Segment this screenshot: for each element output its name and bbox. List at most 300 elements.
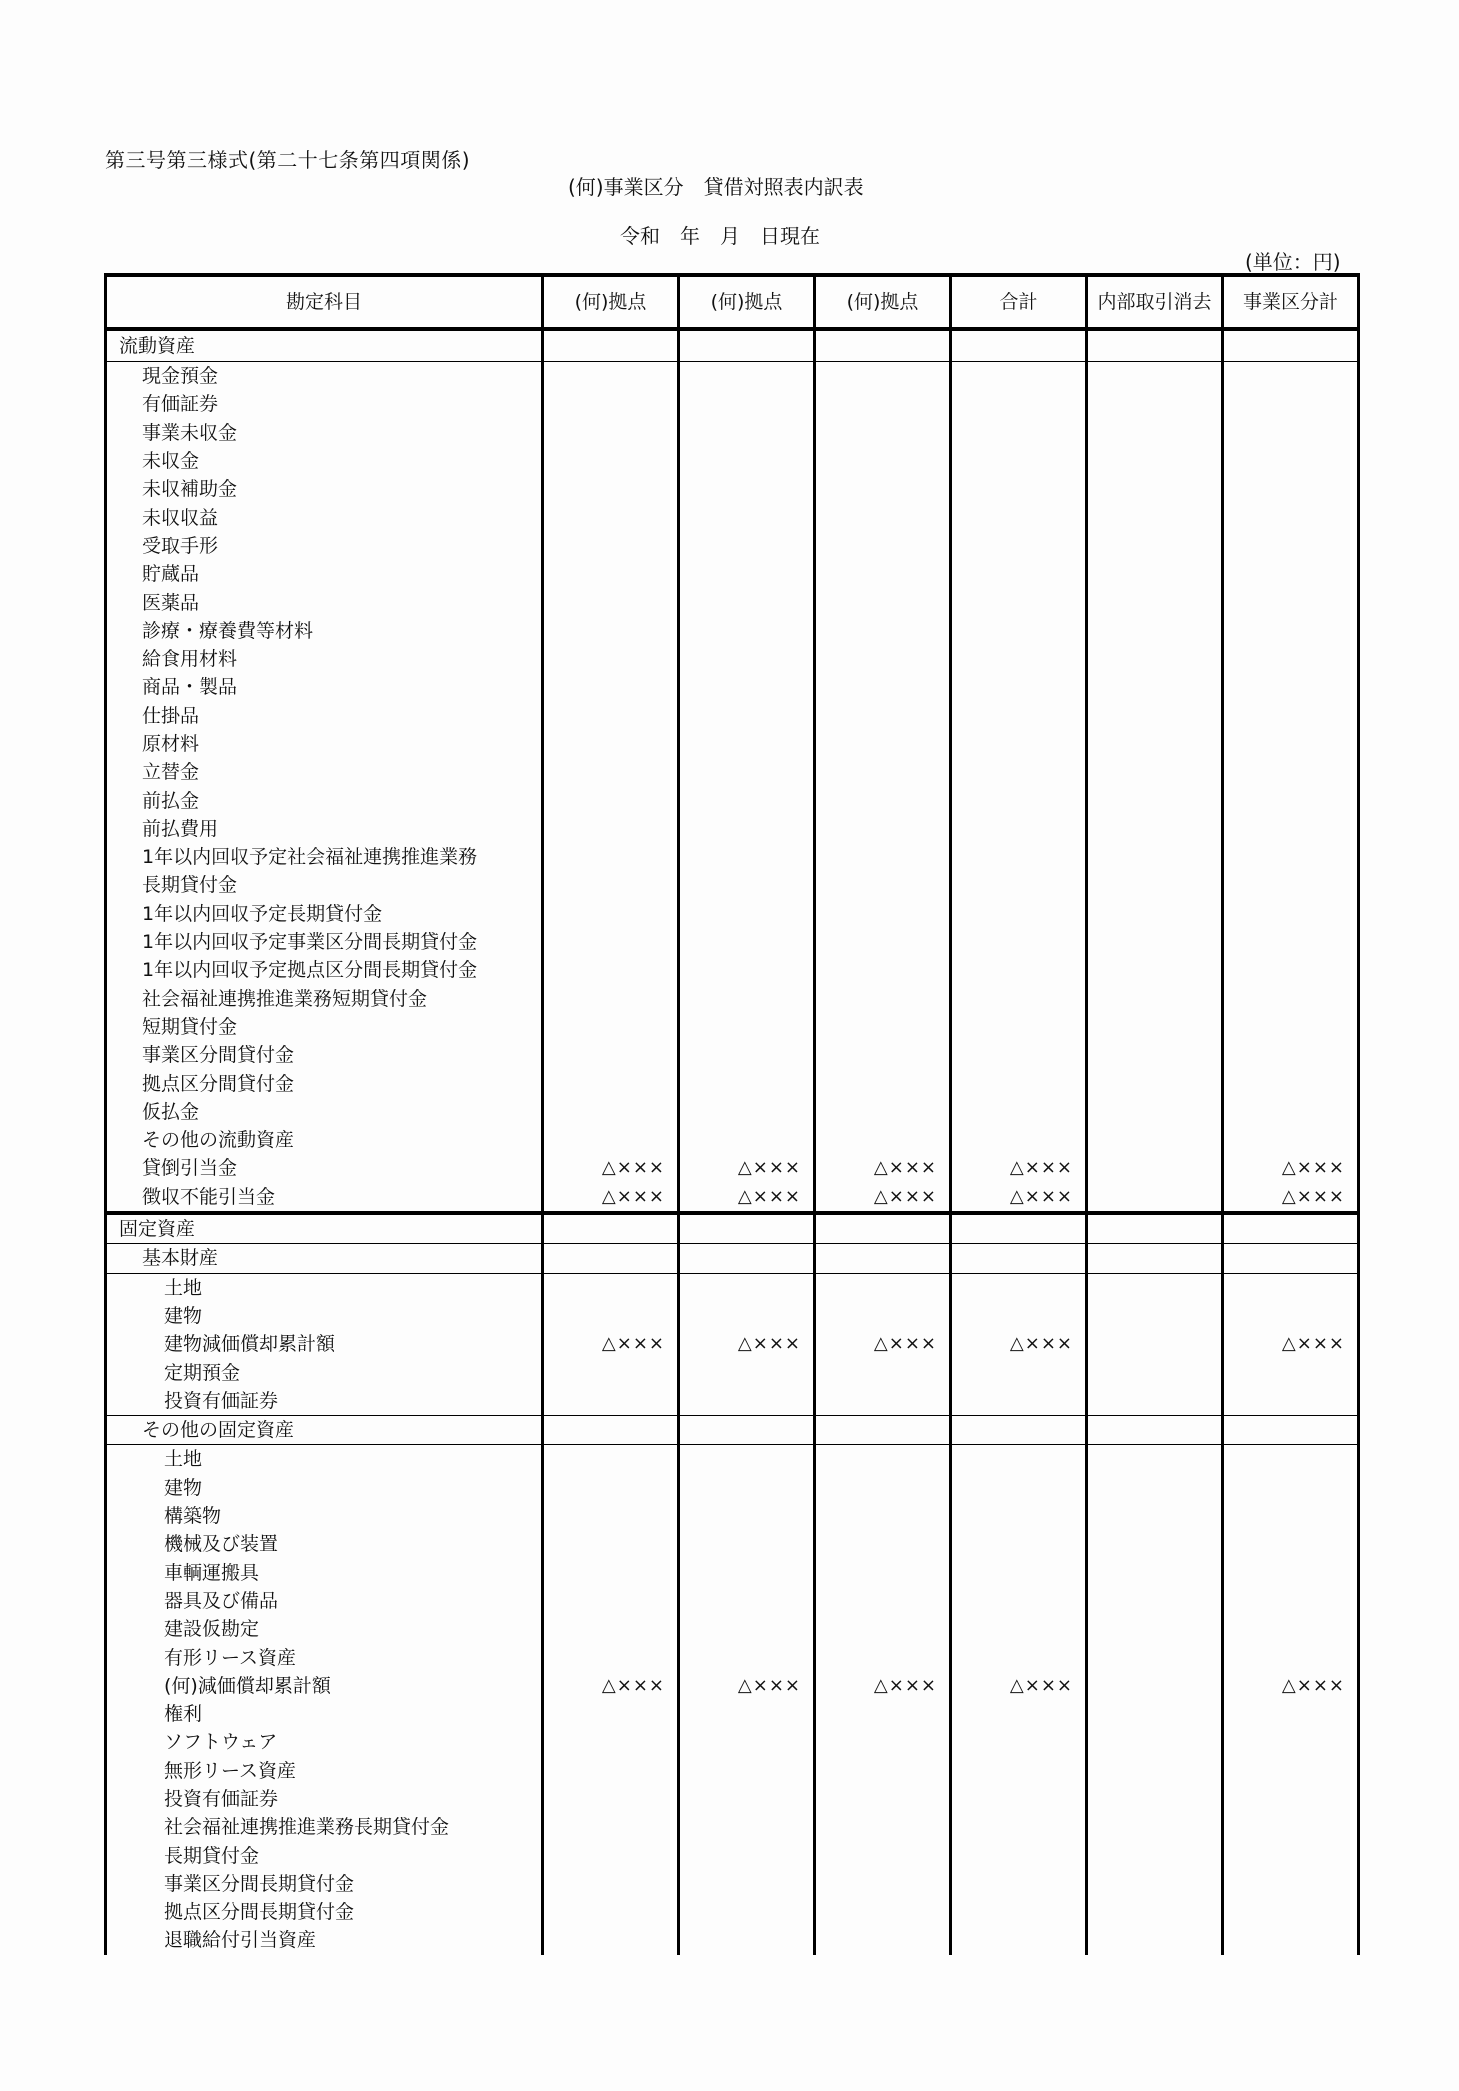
account-name: 長期貸付金: [106, 1841, 543, 1869]
amount-cell: △×××: [679, 1154, 815, 1182]
amount-cell: [1223, 1013, 1359, 1041]
account-name: 有形リース資産: [106, 1643, 543, 1671]
table-row: [106, 1069, 1359, 1097]
amount-cell: [1087, 329, 1223, 362]
amount-cell: [543, 1841, 679, 1869]
account-name: 未収金: [106, 447, 543, 475]
amount-cell: [543, 1415, 679, 1444]
table-row: [106, 1183, 1359, 1213]
amount-cell: [1223, 1926, 1359, 1954]
document-title: (何)事業区分 貸借対照表内訳表: [568, 175, 864, 199]
amount-cell: [1223, 1813, 1359, 1841]
amount-cell: [1223, 1098, 1359, 1126]
account-name: 建物: [106, 1474, 543, 1502]
table-row: [106, 1587, 1359, 1615]
amount-cell: [815, 1785, 951, 1813]
amount-cell: [951, 1558, 1087, 1586]
amount-cell: [815, 1926, 951, 1954]
amount-cell: [679, 1530, 815, 1558]
amount-cell: [543, 1244, 679, 1273]
account-name: 建物: [106, 1302, 543, 1330]
amount-cell: △×××: [543, 1183, 679, 1213]
table-row: [106, 1474, 1359, 1502]
amount-cell: [951, 475, 1087, 503]
amount-cell: [543, 1213, 679, 1244]
table-row: [106, 1926, 1359, 1954]
amount-cell: [1223, 1041, 1359, 1069]
amount-cell: [815, 1558, 951, 1586]
account-name: その他の固定資産: [106, 1415, 543, 1444]
account-name: 事業未収金: [106, 419, 543, 447]
amount-cell: [1223, 1213, 1359, 1244]
account-name: 1年以内回収予定社会福祉連携推進業務: [106, 843, 543, 871]
amount-cell: [679, 532, 815, 560]
amount-cell: [679, 1898, 815, 1926]
amount-cell: [543, 1041, 679, 1069]
amount-cell: [1087, 1926, 1223, 1954]
account-name: 投資有価証券: [106, 1387, 543, 1416]
amount-cell: [1087, 900, 1223, 928]
amount-cell: [815, 1213, 951, 1244]
amount-cell: [951, 1870, 1087, 1898]
amount-cell: [951, 1615, 1087, 1643]
amount-cell: [543, 1615, 679, 1643]
amount-cell: [1087, 645, 1223, 673]
amount-cell: △×××: [543, 1154, 679, 1182]
amount-cell: [951, 871, 1087, 899]
amount-cell: [1087, 1728, 1223, 1756]
amount-cell: [951, 1213, 1087, 1244]
account-name: 事業区分間長期貸付金: [106, 1870, 543, 1898]
table-row: [106, 419, 1359, 447]
table-row: [106, 1013, 1359, 1041]
amount-cell: [815, 673, 951, 701]
amount-cell: [951, 1926, 1087, 1954]
account-name: 1年以内回収予定長期貸付金: [106, 900, 543, 928]
amount-cell: [815, 1126, 951, 1154]
amount-cell: [1223, 1898, 1359, 1926]
amount-cell: [951, 362, 1087, 391]
amount-cell: △×××: [815, 1183, 951, 1213]
amount-cell: [679, 1041, 815, 1069]
amount-cell: [1087, 1898, 1223, 1926]
amount-cell: [543, 1358, 679, 1386]
amount-cell: [679, 1415, 815, 1444]
table-row: [106, 447, 1359, 475]
amount-cell: [679, 758, 815, 786]
amount-cell: [543, 1069, 679, 1097]
amount-cell: [1223, 815, 1359, 843]
amount-cell: [1087, 1841, 1223, 1869]
amount-cell: △×××: [1223, 1183, 1359, 1213]
amount-cell: [679, 871, 815, 899]
amount-cell: [1223, 1273, 1359, 1302]
amount-cell: △×××: [679, 1183, 815, 1213]
table-row: [106, 1643, 1359, 1671]
amount-cell: [1087, 1154, 1223, 1182]
amount-cell: [1223, 1415, 1359, 1444]
account-name: 投資有価証券: [106, 1785, 543, 1813]
amount-cell: △×××: [815, 1154, 951, 1182]
amount-cell: [679, 843, 815, 871]
amount-cell: [951, 447, 1087, 475]
amount-cell: [815, 815, 951, 843]
amount-cell: [1087, 758, 1223, 786]
amount-cell: [1087, 1502, 1223, 1530]
table-row: [106, 1330, 1359, 1358]
amount-cell: [951, 1041, 1087, 1069]
table-row: [106, 475, 1359, 503]
amount-cell: [815, 1041, 951, 1069]
account-name: 退職給付引当資産: [106, 1926, 543, 1954]
amount-cell: [679, 1244, 815, 1273]
amount-cell: [1087, 1813, 1223, 1841]
amount-cell: [543, 956, 679, 984]
amount-cell: [1223, 1870, 1359, 1898]
account-name: 社会福祉連携推進業務短期貸付金: [106, 985, 543, 1013]
amount-cell: [1087, 702, 1223, 730]
table-row: [106, 390, 1359, 418]
amount-cell: [815, 475, 951, 503]
amount-cell: [679, 1870, 815, 1898]
column-header-elimination: 内部取引消去: [1087, 275, 1223, 329]
amount-cell: [679, 617, 815, 645]
amount-cell: [1223, 1358, 1359, 1386]
amount-cell: [679, 1126, 815, 1154]
account-name: 前払費用: [106, 815, 543, 843]
amount-cell: [1223, 1502, 1359, 1530]
table-row: [106, 1841, 1359, 1869]
amount-cell: [679, 1445, 815, 1474]
account-name: 基本財産: [106, 1244, 543, 1273]
amount-cell: [815, 503, 951, 531]
account-name: 建物減価償却累計額: [106, 1330, 543, 1358]
amount-cell: [815, 532, 951, 560]
amount-cell: [1087, 532, 1223, 560]
amount-cell: [951, 560, 1087, 588]
account-name: 事業区分間貸付金: [106, 1041, 543, 1069]
amount-cell: [1223, 362, 1359, 391]
amount-cell: [1223, 1530, 1359, 1558]
table-row: [106, 1273, 1359, 1302]
amount-cell: [679, 447, 815, 475]
account-name: 社会福祉連携推進業務長期貸付金: [106, 1813, 543, 1841]
amount-cell: [679, 1841, 815, 1869]
account-name: 権利: [106, 1700, 543, 1728]
amount-cell: [679, 1069, 815, 1097]
amount-cell: [679, 1558, 815, 1586]
amount-cell: [1087, 1013, 1223, 1041]
amount-cell: [951, 390, 1087, 418]
amount-cell: [815, 843, 951, 871]
amount-cell: [679, 390, 815, 418]
column-header-site-3: (何)拠点: [815, 275, 951, 329]
table-row: [106, 362, 1359, 391]
amount-cell: [815, 1870, 951, 1898]
account-name: 診療・療養費等材料: [106, 617, 543, 645]
amount-cell: [815, 1728, 951, 1756]
amount-cell: △×××: [679, 1672, 815, 1700]
account-name: 受取手形: [106, 532, 543, 560]
amount-cell: [679, 673, 815, 701]
amount-cell: [543, 390, 679, 418]
amount-cell: [951, 503, 1087, 531]
table-row: [106, 503, 1359, 531]
table-row: [106, 900, 1359, 928]
amount-cell: [543, 730, 679, 758]
amount-cell: [679, 1926, 815, 1954]
table-row: [106, 956, 1359, 984]
amount-cell: [1087, 956, 1223, 984]
amount-cell: [543, 900, 679, 928]
table-row: [106, 928, 1359, 956]
table-row: [106, 1558, 1359, 1586]
amount-cell: [679, 1502, 815, 1530]
amount-cell: [1087, 1587, 1223, 1615]
amount-cell: [951, 329, 1087, 362]
amount-cell: [815, 1013, 951, 1041]
amount-cell: [543, 1898, 679, 1926]
amount-cell: [1087, 1474, 1223, 1502]
amount-cell: △×××: [815, 1330, 951, 1358]
amount-cell: [815, 1502, 951, 1530]
table-row: [106, 532, 1359, 560]
amount-cell: [543, 1700, 679, 1728]
amount-cell: [1223, 1302, 1359, 1330]
amount-cell: [951, 843, 1087, 871]
amount-cell: [543, 1474, 679, 1502]
amount-cell: [543, 1728, 679, 1756]
account-name: 拠点区分間貸付金: [106, 1069, 543, 1097]
amount-cell: [543, 928, 679, 956]
amount-cell: [815, 985, 951, 1013]
amount-cell: [1087, 1530, 1223, 1558]
amount-cell: [543, 985, 679, 1013]
amount-cell: [951, 1757, 1087, 1785]
table-row: [106, 617, 1359, 645]
amount-cell: [1087, 730, 1223, 758]
account-name: 機械及び装置: [106, 1530, 543, 1558]
amount-cell: [1087, 673, 1223, 701]
account-name: 現金預金: [106, 362, 543, 391]
amount-cell: [1223, 645, 1359, 673]
amount-cell: [543, 1098, 679, 1126]
account-name: 徴収不能引当金: [106, 1183, 543, 1213]
amount-cell: [1223, 1841, 1359, 1869]
amount-cell: [679, 1615, 815, 1643]
amount-cell: [679, 1757, 815, 1785]
amount-cell: [815, 1813, 951, 1841]
amount-cell: [951, 1302, 1087, 1330]
amount-cell: [951, 1126, 1087, 1154]
amount-cell: [1087, 1069, 1223, 1097]
amount-cell: [1223, 475, 1359, 503]
table-row: [106, 645, 1359, 673]
amount-cell: [951, 1728, 1087, 1756]
account-name: 1年以内回収予定拠点区分間長期貸付金: [106, 956, 543, 984]
amount-cell: [951, 1502, 1087, 1530]
amount-cell: [1223, 588, 1359, 616]
amount-cell: [1087, 617, 1223, 645]
amount-cell: [679, 475, 815, 503]
amount-cell: [951, 588, 1087, 616]
amount-cell: [543, 1870, 679, 1898]
amount-cell: [1087, 1244, 1223, 1273]
table-row: [106, 1615, 1359, 1643]
amount-cell: [1223, 1700, 1359, 1728]
amount-cell: [679, 645, 815, 673]
amount-cell: [815, 928, 951, 956]
table-row: [106, 1387, 1359, 1416]
table-row: [106, 673, 1359, 701]
amount-cell: [1087, 1387, 1223, 1416]
amount-cell: [543, 475, 679, 503]
amount-cell: [1223, 786, 1359, 814]
amount-cell: [815, 390, 951, 418]
amount-cell: [815, 645, 951, 673]
amount-cell: [679, 1273, 815, 1302]
amount-cell: [1087, 1183, 1223, 1213]
amount-cell: [1087, 1213, 1223, 1244]
account-name: 貯蔵品: [106, 560, 543, 588]
amount-cell: [951, 758, 1087, 786]
amount-cell: △×××: [679, 1330, 815, 1358]
amount-cell: [815, 1302, 951, 1330]
amount-cell: [543, 1302, 679, 1330]
amount-cell: [815, 560, 951, 588]
amount-cell: [815, 362, 951, 391]
table-row: [106, 560, 1359, 588]
amount-cell: [951, 1445, 1087, 1474]
account-name: 原材料: [106, 730, 543, 758]
amount-cell: [679, 1785, 815, 1813]
amount-cell: [951, 928, 1087, 956]
amount-cell: [679, 419, 815, 447]
column-header-site-1: (何)拠点: [543, 275, 679, 329]
account-name: 短期貸付金: [106, 1013, 543, 1041]
amount-cell: [543, 786, 679, 814]
amount-cell: [1087, 503, 1223, 531]
amount-cell: [1223, 758, 1359, 786]
account-name: 建設仮勘定: [106, 1615, 543, 1643]
amount-cell: [543, 1926, 679, 1954]
amount-cell: [679, 1302, 815, 1330]
amount-cell: [815, 1474, 951, 1502]
account-name: 未収補助金: [106, 475, 543, 503]
amount-cell: [1087, 1672, 1223, 1700]
amount-cell: [543, 758, 679, 786]
amount-cell: [543, 702, 679, 730]
table-row: [106, 1757, 1359, 1785]
amount-cell: [679, 362, 815, 391]
amount-cell: [1223, 532, 1359, 560]
amount-cell: [951, 1813, 1087, 1841]
table-row: [106, 1530, 1359, 1558]
amount-cell: △×××: [951, 1154, 1087, 1182]
balance-sheet-table: [104, 273, 1360, 1955]
table-row: [106, 702, 1359, 730]
amount-cell: [815, 730, 951, 758]
amount-cell: [1087, 985, 1223, 1013]
amount-cell: [951, 1244, 1087, 1273]
column-header-total: 合計: [951, 275, 1087, 329]
amount-cell: [1087, 1126, 1223, 1154]
amount-cell: △×××: [951, 1672, 1087, 1700]
amount-cell: [815, 1700, 951, 1728]
amount-cell: [1087, 1615, 1223, 1643]
amount-cell: [1223, 560, 1359, 588]
amount-cell: [679, 503, 815, 531]
amount-cell: [951, 1587, 1087, 1615]
amount-cell: [679, 786, 815, 814]
table-row: [106, 843, 1359, 871]
amount-cell: [815, 617, 951, 645]
amount-cell: [1223, 871, 1359, 899]
amount-cell: [679, 1013, 815, 1041]
amount-cell: [815, 1587, 951, 1615]
amount-cell: [1223, 1785, 1359, 1813]
account-name: 貸倒引当金: [106, 1154, 543, 1182]
amount-cell: [1087, 1330, 1223, 1358]
amount-cell: [951, 1098, 1087, 1126]
amount-cell: [1223, 1126, 1359, 1154]
amount-cell: [1087, 1700, 1223, 1728]
amount-cell: [679, 560, 815, 588]
amount-cell: [951, 1643, 1087, 1671]
column-header-site-2: (何)拠点: [679, 275, 815, 329]
account-name: その他の流動資産: [106, 1126, 543, 1154]
amount-cell: [543, 1587, 679, 1615]
amount-cell: [951, 673, 1087, 701]
amount-cell: [1223, 985, 1359, 1013]
amount-cell: [543, 617, 679, 645]
amount-cell: [543, 1013, 679, 1041]
table-header-row: [106, 275, 1359, 329]
account-name: 給食用材料: [106, 645, 543, 673]
table-row: [106, 1154, 1359, 1182]
amount-cell: [815, 1358, 951, 1386]
amount-cell: [543, 362, 679, 391]
amount-cell: [815, 786, 951, 814]
amount-cell: [1223, 702, 1359, 730]
amount-cell: [815, 1530, 951, 1558]
amount-cell: [1087, 815, 1223, 843]
account-name: 無形リース資産: [106, 1757, 543, 1785]
amount-cell: [543, 1273, 679, 1302]
table-row: [106, 1502, 1359, 1530]
section-row: [106, 1415, 1359, 1444]
amount-cell: △×××: [543, 1672, 679, 1700]
amount-cell: [951, 532, 1087, 560]
amount-cell: [1087, 928, 1223, 956]
account-name: 土地: [106, 1445, 543, 1474]
account-name: 長期貸付金: [106, 871, 543, 899]
amount-cell: [1087, 1870, 1223, 1898]
amount-cell: [679, 1358, 815, 1386]
amount-cell: [1087, 1273, 1223, 1302]
amount-cell: [1223, 843, 1359, 871]
amount-cell: [1223, 1244, 1359, 1273]
amount-cell: [951, 1387, 1087, 1416]
table-row: [106, 1728, 1359, 1756]
amount-cell: [1087, 1445, 1223, 1474]
amount-cell: △×××: [951, 1330, 1087, 1358]
amount-cell: [1087, 560, 1223, 588]
amount-cell: [1223, 1587, 1359, 1615]
amount-cell: [679, 588, 815, 616]
amount-cell: [1087, 843, 1223, 871]
account-name: 土地: [106, 1273, 543, 1302]
